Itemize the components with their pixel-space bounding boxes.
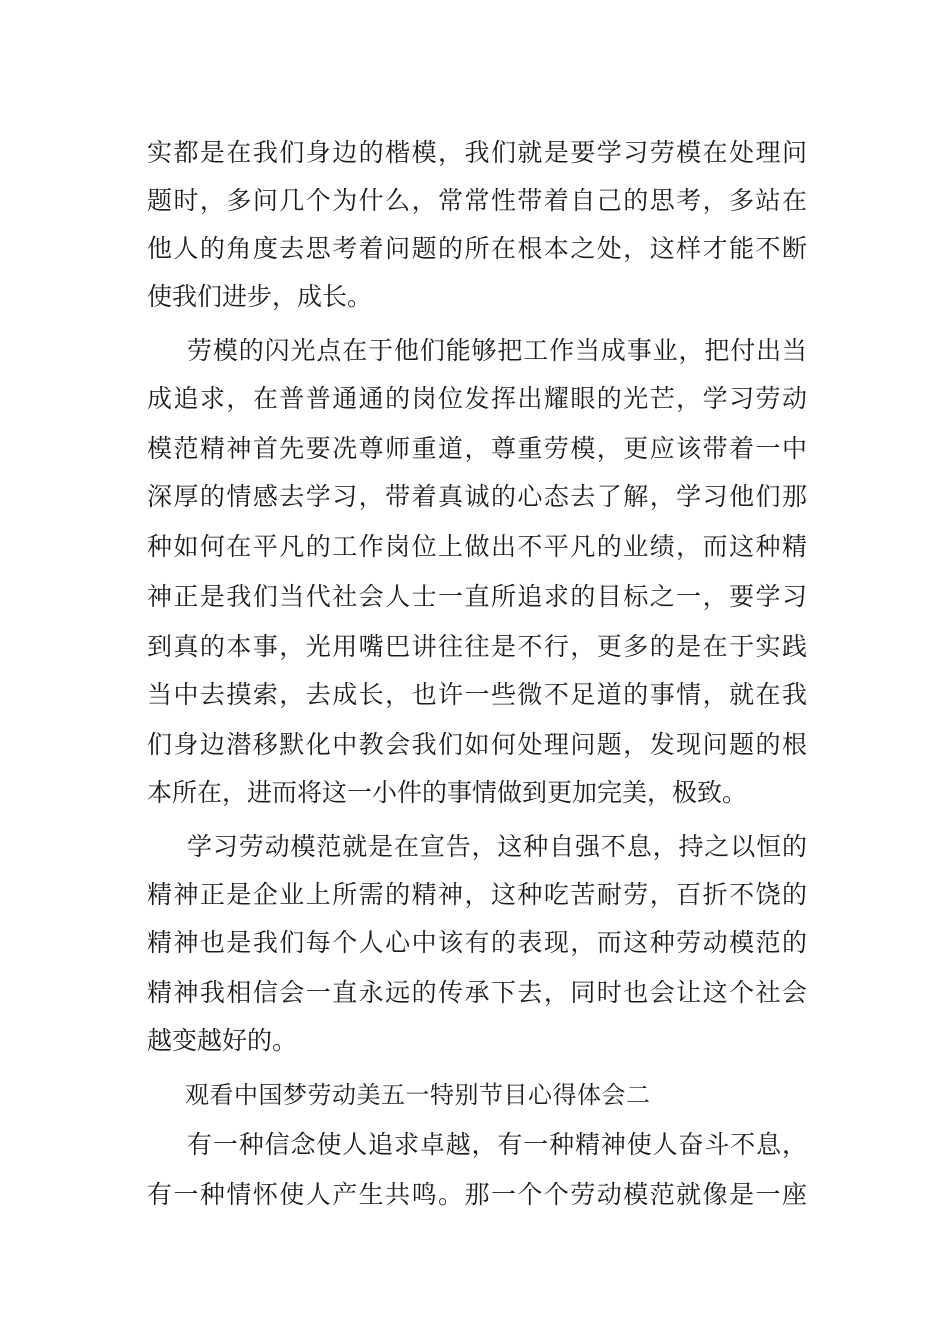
paragraph-line: 精神正是企业上所需的精神，这种吃苦耐劳，百折不饶的 <box>147 880 807 909</box>
paragraph-line: 到真的本事，光用嘴巴讲往往是不行，更多的是在于实践 <box>147 632 807 661</box>
paragraph-line: 劳模的闪光点在于他们能够把工作当成事业，把付出当 <box>187 336 807 365</box>
paragraph-line: 他人的角度去思考着问题的所在根本之处，这样才能不断 <box>147 234 807 263</box>
paragraph-line: 成追求，在普普通通的岗位发挥出耀眼的光芒，学习劳动 <box>147 384 807 413</box>
paragraph-line: 有一种情怀使人产生共鸣。那一个个劳动模范就像是一座 <box>147 1180 807 1209</box>
paragraph-line: 题时，多问几个为什么，常常性带着自己的思考，多站在 <box>147 186 807 215</box>
paragraph-line: 学习劳动模范就是在宣告，这种自强不息，持之以恒的 <box>187 832 807 861</box>
paragraph-line: 种如何在平凡的工作岗位上做出不平凡的业绩，而这种精 <box>147 532 807 561</box>
paragraph-line: 深厚的情感去学习，带着真诚的心态去了解，学习他们那 <box>147 482 807 511</box>
paragraph-line: 有一种信念使人追求卓越，有一种精神使人奋斗不息， <box>187 1130 807 1159</box>
paragraph-line: 模范精神首先要冼尊师重道，尊重劳模，更应该带着一中 <box>147 434 807 463</box>
paragraph-line: 神正是我们当代社会人士一直所追求的目标之一，要学习 <box>147 582 807 611</box>
paragraph-line: 越变越好的。 <box>147 1026 298 1055</box>
paragraph-line: 们身边潜移默化中教会我们如何处理问题，发现问题的根 <box>147 730 807 759</box>
paragraph-line: 精神也是我们每个人心中该有的表现，而这种劳动模范的 <box>147 928 807 957</box>
paragraph-line: 使我们进步，成长。 <box>147 282 373 311</box>
paragraph-line: 当中去摸索，去成长，也许一些微不足道的事情，就在我 <box>147 680 807 709</box>
paragraph-line: 实都是在我们身边的楷模，我们就是要学习劳模在处理问 <box>147 138 807 167</box>
paragraph-line: 精神我相信会一直永远的传承下去，同时也会让这个社会 <box>147 978 807 1007</box>
section-heading: 观看中国梦劳动美五一特别节目心得体会二 <box>185 1081 651 1109</box>
paragraph-line: 本所在，进而将这一小件的事情做到更加完美，极致。 <box>147 778 748 807</box>
